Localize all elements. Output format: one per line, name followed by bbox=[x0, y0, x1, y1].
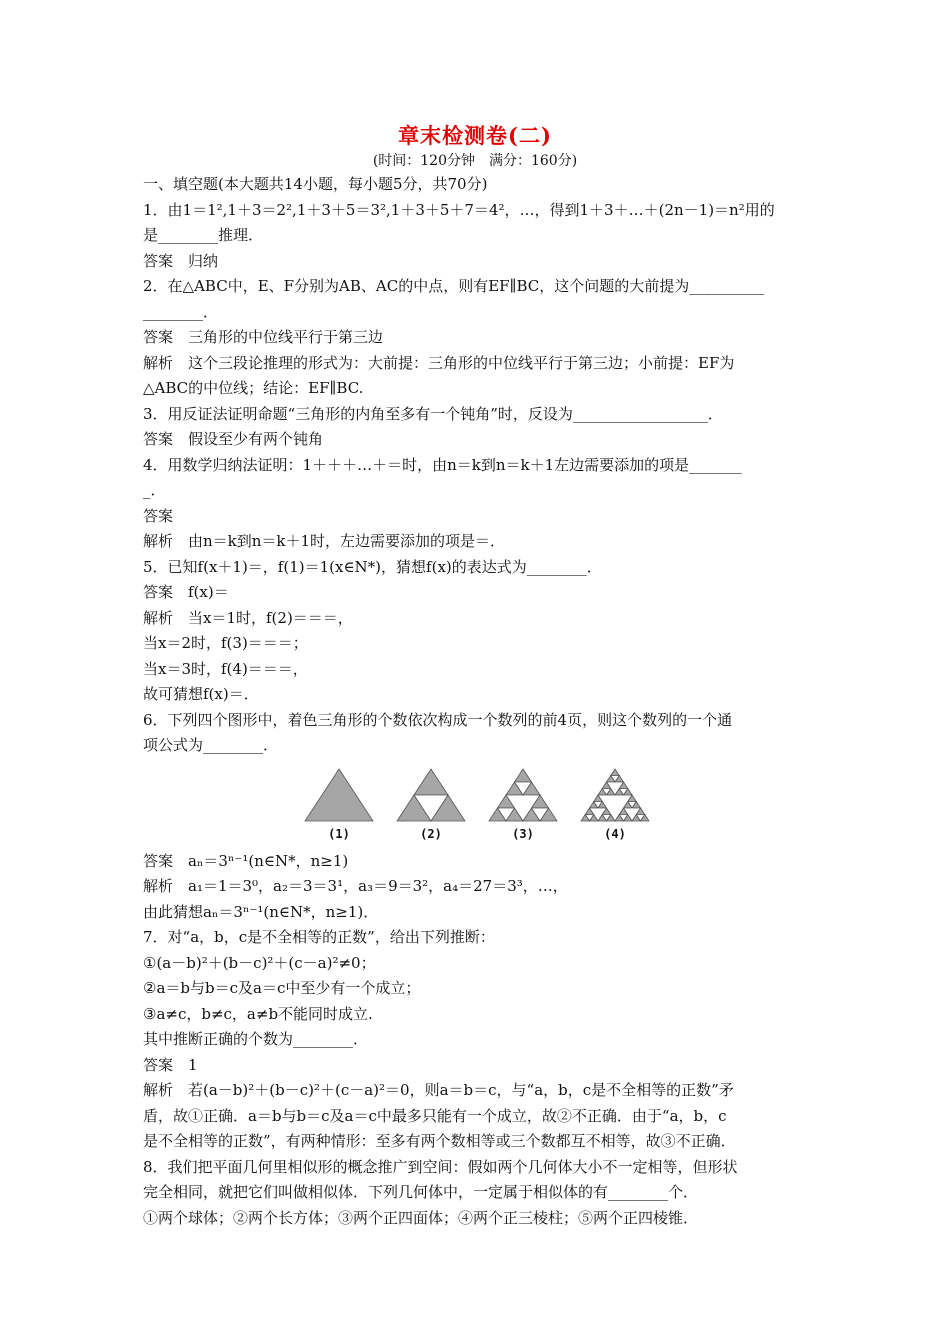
text-line: 7．对“a，b，c是不全相等的正数”，给出下列推断： bbox=[143, 928, 495, 946]
triangle-figure-1-icon bbox=[304, 767, 374, 823]
figure-4 bbox=[580, 767, 650, 845]
figure-caption-4: (4) bbox=[604, 826, 626, 841]
figure-2 bbox=[396, 767, 466, 845]
page-subtitle: (时间：120分钟 满分：160分) bbox=[372, 153, 578, 169]
text-line: ________． bbox=[143, 302, 219, 321]
text-line: 解析 a₁＝1＝3⁰，a₂＝3＝3¹，a₃＝9＝3²，a₄＝27＝3³，…， bbox=[143, 877, 568, 895]
text-line: ①(a－b)²＋(b－c)²＋(c－a)²≠0； bbox=[143, 953, 376, 972]
text-line: ③a≠c，b≠c，a≠b不能同时成立. bbox=[143, 1004, 373, 1023]
triangle-figure-3-icon bbox=[488, 767, 558, 823]
text-line: △ABC的中位线；结论：EF∥BC. bbox=[143, 379, 364, 397]
text-line: 项公式为________． bbox=[143, 736, 279, 754]
figure-3 bbox=[488, 767, 558, 845]
text-line: 完全相同，就把它们叫做相似体．下列几何体中，一定属于相似体的有________个． bbox=[143, 1183, 699, 1201]
figure-caption-1: (1) bbox=[328, 826, 350, 841]
text-line: 解析 当x＝1时，f(2)＝＝＝， bbox=[143, 608, 353, 627]
text-line: 5．已知f(x＋1)＝，f(1)＝1(x∈N*)，猜想f(x)的表达式为________． bbox=[143, 557, 602, 576]
text-line: 一、填空题(本大题共14小题，每小题5分，共70分) bbox=[143, 175, 488, 193]
text-line: 其中推断正确的个数为________． bbox=[143, 1030, 369, 1048]
text-line: 解析 若(a－b)²＋(b－c)²＋(c－a)²＝0，则a＝b＝c，与“a，b，c是不全相等的正数”矛 bbox=[143, 1081, 734, 1099]
triangle-figure-4-icon bbox=[580, 767, 650, 823]
text-line: 解析 这个三段论推理的形式为：大前提：三角形的中位线平行于第三边；小前提：EF为 bbox=[143, 353, 735, 372]
text-line: 答案 假设至少有两个钝角 bbox=[143, 430, 324, 448]
text-block-1 bbox=[143, 172, 811, 759]
text-line: 答案 三角形的中位线平行于第三边 bbox=[143, 328, 384, 346]
text-line: 答案 归纳 bbox=[143, 251, 219, 270]
text-line: 解析 由n＝k到n＝k＋1时，左边需要添加的项是＝． bbox=[143, 532, 506, 550]
text-line: _． bbox=[143, 481, 166, 499]
text-line: 1．由1＝1²,1＋3＝2²,1＋3＋5＝3²,1＋3＋5＋7＝4²，…，得到1＋3＋…＋(2n－1)＝n²用的 bbox=[143, 200, 775, 219]
document-body bbox=[143, 172, 811, 1231]
text-line: ①两个球体；②两个长方体；③两个正四面体；④两个正三棱柱；⑤两个正四棱锥． bbox=[143, 1208, 699, 1227]
text-line: 答案 aₙ＝3ⁿ⁻¹(n∈N*，n≥1) bbox=[143, 851, 349, 870]
figure-caption-2: (2) bbox=[420, 826, 442, 841]
text-line: 4．用数学归纳法证明：1＋＋＋…＋＝时，由n＝k到n＝k＋1左边需要添加的项是_______ bbox=[143, 455, 742, 474]
text-line: 2．在△ABC中，E、F分别为AB、AC的中点，则有EF∥BC，这个问题的大前提为__________ bbox=[143, 277, 765, 295]
text-line: 答案 f(x)＝ bbox=[143, 583, 229, 601]
text-line: 答案 1 bbox=[143, 1055, 198, 1074]
text-block-2 bbox=[143, 849, 811, 1232]
text-line: 是________推理． bbox=[143, 226, 264, 244]
text-line: 答案 bbox=[143, 506, 174, 525]
page-title: 章末检测卷(二) bbox=[398, 123, 552, 148]
triangle-figures bbox=[143, 767, 811, 845]
text-line: 3．用反证法证明命题“三角形的内角至多有一个钝角”时，反设为__________________． bbox=[143, 404, 723, 423]
text-line: 6．下列四个图形中，着色三角形的个数依次构成一个数列的前4页，则这个数列的一个通 bbox=[143, 710, 733, 729]
text-line: 当x＝3时，f(4)＝＝＝， bbox=[143, 659, 308, 678]
text-line: 盾，故①正确．a＝b与b＝c及a＝c中最多只能有一个成立，故②不正确．由于“a，b，c bbox=[143, 1106, 727, 1125]
text-line: ②a＝b与b＝c及a＝c中至少有一个成立； bbox=[143, 979, 421, 997]
text-line: 当x＝2时，f(3)＝＝＝； bbox=[143, 634, 308, 652]
triangle-figure-2-icon bbox=[396, 767, 466, 823]
text-line: 是不全相等的正数”，有两种情形：至多有两个数相等或三个数都互不相等，故③不正确． bbox=[143, 1132, 736, 1150]
text-line: 8．我们把平面几何里相似形的概念推广到空间：假如两个几何体大小不一定相等，但形状 bbox=[143, 1157, 738, 1176]
figure-1 bbox=[304, 767, 374, 845]
figure-caption-3: (3) bbox=[512, 826, 534, 841]
text-line: 故可猜想f(x)＝． bbox=[143, 685, 259, 703]
text-line: 由此猜想aₙ＝3ⁿ⁻¹(n∈N*，n≥1)． bbox=[143, 902, 379, 921]
